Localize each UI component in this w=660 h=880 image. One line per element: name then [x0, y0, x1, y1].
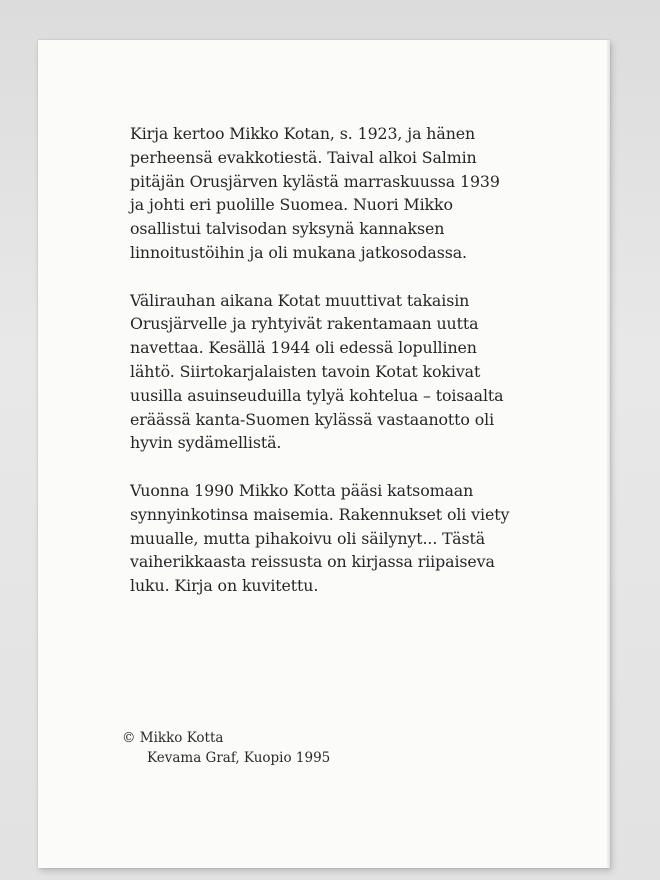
text-line: vaiherikkaasta reissusta on kirjassa riipaiseva — [130, 552, 495, 572]
text-line: linnoitustöihin ja oli mukana jatkosodassa. — [130, 242, 467, 262]
text-line: muualle, mutta pihakoivu oli säilynyt... Tästä — [130, 528, 486, 548]
back-cover-blurb — [130, 122, 550, 622]
text-line: Kirja kertoo Mikko Kotan, s. 1923, ja hänen — [130, 124, 476, 143]
text-line: hyvin sydämellistä. — [130, 433, 282, 453]
text-line: lähtö. Siirtokarjalaisten tavoin Kotat kokivat — [130, 361, 481, 381]
text-line: pitäjän Orusjärven kylästä marraskuussa 1939 — [130, 171, 500, 191]
blurb-paragraph-3 — [130, 479, 550, 598]
book-back-cover — [38, 40, 610, 868]
text-line: eräässä kanta-Suomen kylässä vastaanotto oli — [130, 409, 495, 429]
text-line: Välirauhan aikana Kotat muuttivat takaisin — [130, 290, 470, 310]
text-line: Orusjärvelle ja ryhtyivät rakentamaan uutta — [130, 314, 479, 334]
blurb-paragraph-2 — [130, 289, 550, 456]
imprint — [122, 728, 330, 768]
text-line: ja johti eri puolille Suomea. Nuori Mikko — [130, 195, 453, 215]
text-line: synnyinkotinsa maisemia. Rakennukset oli viety — [130, 504, 510, 524]
text-line: uusilla asuinseuduilla tylyä kohtelua – toisaalta — [130, 385, 504, 405]
text-line: osallistui talvisodan syksynä kannaksen — [130, 219, 445, 239]
page-edge — [607, 40, 610, 868]
text-line: navettaa. Kesällä 1944 oli edessä lopullinen — [130, 338, 477, 358]
copyright-notice: © Mikko Kotta — [122, 730, 224, 746]
text-line: Vuonna 1990 Mikko Kotta pääsi katsomaan — [130, 480, 474, 500]
text-line: perheensä evakkotiestä. Taival alkoi Salmin — [130, 147, 477, 167]
text-line: luku. Kirja on kuvitettu. — [130, 576, 319, 596]
publisher-line: Kevama Graf, Kuopio 1995 — [147, 750, 331, 766]
blurb-paragraph-1 — [130, 122, 550, 265]
